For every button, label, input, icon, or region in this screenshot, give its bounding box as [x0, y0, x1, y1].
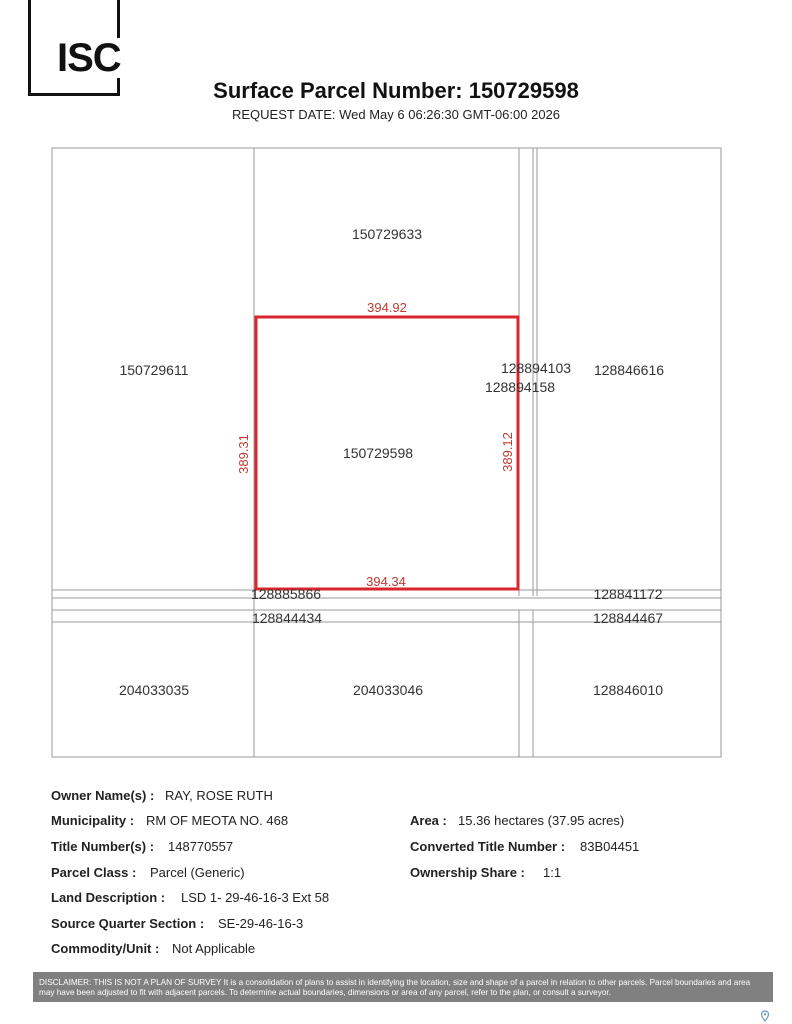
parcel-label-road-1-right: 128841172	[593, 586, 663, 602]
location-pin-icon	[760, 1010, 770, 1022]
parcel-label-east-b: 128894158	[484, 379, 556, 395]
owner-value: RAY, ROSE RUTH	[165, 788, 273, 803]
parcel-label-subject: 150729598	[342, 445, 414, 461]
parcel-class-value: Parcel (Generic)	[150, 865, 245, 880]
land-description-label: Land Description :	[51, 890, 166, 905]
land-description-value: LSD 1- 29-46-16-3 Ext 58	[181, 890, 330, 905]
dimension-top: 394.92	[367, 300, 407, 315]
municipality-label: Municipality :	[51, 813, 135, 828]
page-title: Surface Parcel Number: 150729598	[213, 78, 579, 103]
ownership-share-value: 1:1	[543, 865, 562, 880]
parcel-label-south-east: 128846010	[592, 682, 664, 698]
dimension-left: 389.31	[236, 434, 251, 474]
disclaimer-banner: DISCLAIMER: THIS IS NOT A PLAN OF SURVEY It is a consolidation of plans to assist in identifying the location, size and shape of a parcel in relation to other parcels. Parcel boundaries and area may have been adjusted to fit with adjacent parcels. To determine actual boundaries, dimensions or area of any parcel, refer to the plan, or consult a surveyor.	[33, 972, 773, 1002]
parcel-class-label: Parcel Class :	[51, 865, 137, 880]
commodity-label: Commodity/Unit :	[51, 941, 160, 956]
parcel-label-road-2-right: 128844467	[592, 610, 664, 626]
parcel-label-east-a: 128894103	[500, 360, 572, 376]
area-value: 15.36 hectares (37.95 acres)	[458, 813, 625, 828]
owner-label: Owner Name(s) :	[51, 788, 155, 803]
dimension-right: 389.12	[500, 432, 515, 472]
parcel-label-road-2-left: 128844434	[251, 610, 323, 626]
parcel-label-east: 128846616	[593, 362, 665, 378]
logo-text: ISC	[57, 36, 121, 80]
request-date: REQUEST DATE: Wed May 6 06:26:30 GMT-06:00 2026	[231, 107, 561, 122]
source-quarter-value: SE-29-46-16-3	[218, 916, 304, 931]
title-number-value: 148770557	[168, 839, 234, 854]
converted-title-value: 83B04451	[580, 839, 640, 854]
parcel-label-south-west: 204033035	[118, 682, 190, 698]
parcel-label-west: 150729611	[119, 362, 189, 378]
dimension-bottom: 394.34	[366, 574, 406, 589]
municipality-value: RM OF MEOTA NO. 468	[146, 813, 289, 828]
commodity-value: Not Applicable	[172, 941, 256, 956]
area-label: Area :	[410, 813, 447, 828]
parcel-label-north: 150729633	[351, 226, 423, 242]
ownership-share-label: Ownership Share :	[410, 865, 525, 880]
source-quarter-label: Source Quarter Section :	[51, 916, 205, 931]
parcel-label-road-1-left: 128885866	[250, 586, 322, 602]
title-number-label: Title Number(s) :	[51, 839, 155, 854]
converted-title-label: Converted Title Number :	[410, 839, 566, 854]
parcel-label-south-mid: 204033046	[352, 682, 424, 698]
